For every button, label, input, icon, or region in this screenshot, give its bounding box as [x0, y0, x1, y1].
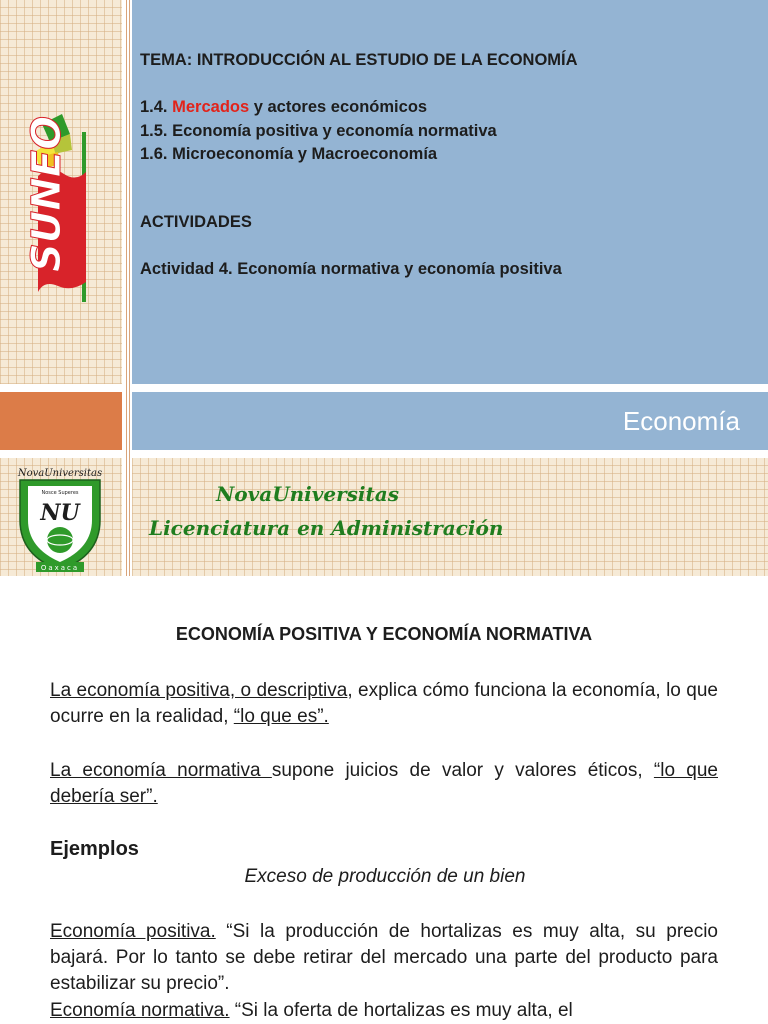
svg-text:SUNEO: SUNEO [24, 115, 70, 272]
slide-orange-block [0, 392, 122, 450]
suneo-logo [24, 112, 102, 302]
slide-item: 1.6. Microeconomía y Macroeconomía [140, 145, 438, 163]
divider [126, 0, 127, 576]
term: Economía normativa. [50, 1000, 230, 1021]
subject-label: Economía [622, 406, 740, 436]
examples-heading: Ejemplos [50, 838, 139, 860]
svg-text:Oaxaca: Oaxaca [40, 564, 80, 572]
activities-heading: ACTIVIDADES [140, 213, 252, 231]
slide-item: 1.5. Economía positiva y economía normativa [140, 122, 497, 140]
activity-title: Actividad 4. Economía normativa y economía positiva [140, 260, 562, 278]
example-subtitle: Exceso de producción de un bien [244, 866, 526, 887]
quote: “lo que debería ser”. [50, 760, 718, 807]
highlight-term: Mercados [172, 98, 250, 116]
example-positive: Economía positiva. “Si la producción de hortalizas es muy alta, su precio bajará. Por lo tanto se debe retirar del mercado una parte del producto para estabilizar su precio”. [50, 921, 718, 994]
quote: “lo que es”. [233, 706, 329, 727]
svg-text:NovaUniversitas: NovaUniversitas [17, 468, 103, 479]
slide-topic: TEMA: INTRODUCCIÓN AL ESTUDIO DE LA ECONOMÍA [140, 51, 578, 69]
svg-text:NU: NU [40, 500, 80, 526]
slide-item: 1.4. Mercados y actores económicos [140, 98, 428, 116]
term: La economía normativa [50, 760, 272, 781]
document-title: ECONOMÍA POSITIVA Y ECONOMÍA NORMATIVA [175, 624, 593, 644]
program-name: Licenciatura en Administración [149, 516, 504, 540]
example-normative: Economía normativa. “Si la oferta de hortalizas es muy alta, el [50, 1000, 573, 1021]
term: La economía positiva, o descriptiva [50, 680, 348, 701]
school-name: NovaUniversitas [216, 482, 399, 506]
term: Economía positiva. [50, 921, 216, 942]
divider [129, 0, 130, 576]
paragraph-normative: La economía normativa supone juicios de valor y valores éticos, “lo que debería ser”. [50, 760, 718, 807]
novauniversitas-logo [12, 458, 108, 576]
paragraph-positive: La economía positiva, o descriptiva, explica cómo funciona la economía, lo que ocurre en la realidad, “lo que es”. [50, 680, 718, 727]
svg-text:Nosce Superes: Nosce Superes [41, 490, 79, 496]
